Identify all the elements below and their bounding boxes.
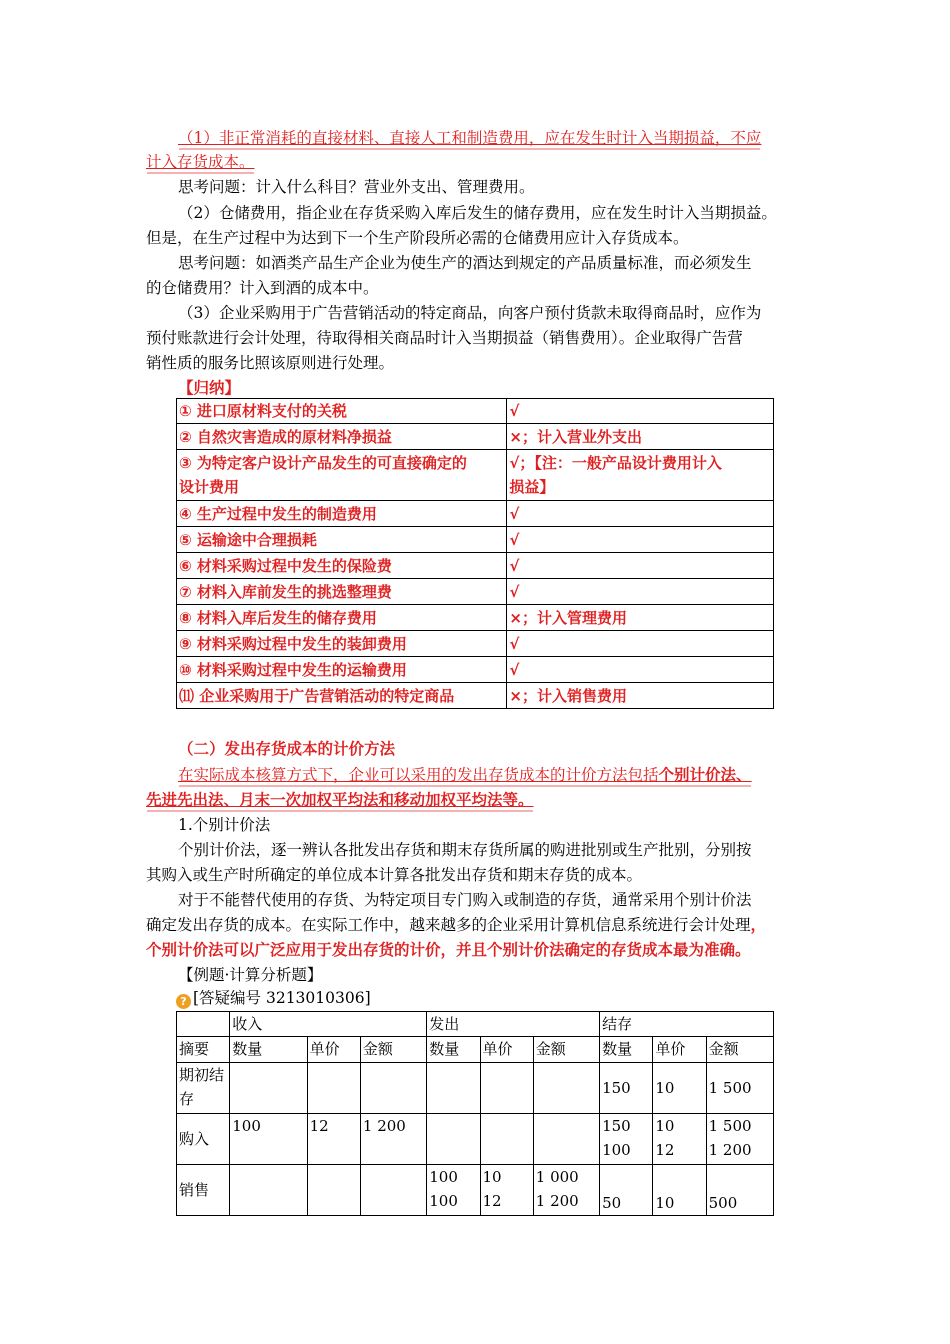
table-cell bbox=[360, 1165, 426, 1216]
table-cell: 1 200 bbox=[360, 1114, 426, 1165]
example-cell bbox=[177, 1012, 230, 1037]
method1-p1-line1: 个别计价法，逐一辨认各批发出存货和期末存货所属的购进批别或生产批别，分别按 bbox=[178, 841, 752, 859]
table-cell bbox=[533, 1114, 599, 1165]
summary-result: √ bbox=[507, 527, 774, 553]
summary-header: 摘要 bbox=[177, 1037, 230, 1063]
method1-p2-line3: 个别计价法可以广泛应用于发出存货的计价，并且个别计价法确定的存货成本最为准确。 bbox=[146, 941, 751, 959]
para2-line1: （2）仓储费用，指企业在存货采购入库后发生的储存费用，应在发生时计入当期损益。 bbox=[178, 204, 777, 222]
summary-item: ⑧ 材料入库后发生的储存费用 bbox=[177, 605, 507, 631]
summary-result bbox=[507, 450, 774, 501]
example-title: 【例题·计算分析题】 bbox=[178, 966, 323, 984]
subheader: 单价 bbox=[307, 1037, 360, 1063]
summary-item-line2: 设计费用 bbox=[179, 478, 240, 496]
para1-line1: （1）非正常消耗的直接材料、直接人工和制造费用，应在发生时计入当期损益，不应 bbox=[178, 129, 762, 147]
table-cell bbox=[307, 1063, 360, 1114]
table-cell bbox=[230, 1063, 307, 1114]
section2-intro-line2: 先进先出法、月末一次加权平均法和移动加权平均法等。 bbox=[146, 791, 534, 809]
section2-intro-normal: 在实际成本核算方式下，企业可以采用的发出存货成本的计价方法包括 bbox=[178, 766, 659, 784]
subheader: 数量 bbox=[427, 1037, 480, 1063]
summary-item: ① 进口原材料支付的关税 bbox=[177, 399, 507, 424]
summary-result: √ bbox=[507, 501, 774, 527]
qa-label: [答疑编号 3213010306] bbox=[193, 989, 371, 1007]
row-label: 购入 bbox=[177, 1114, 230, 1165]
table-cell: 150 100 bbox=[600, 1114, 653, 1165]
summary-row bbox=[177, 657, 774, 683]
table-cell bbox=[533, 1063, 599, 1114]
table-cell: 10 12 bbox=[480, 1165, 533, 1216]
subheader: 单价 bbox=[480, 1037, 533, 1063]
group-issue: 发出 bbox=[427, 1012, 600, 1037]
table-cell: 1 500 bbox=[706, 1063, 773, 1114]
summary-result: ×；计入管理费用 bbox=[507, 605, 774, 631]
method1-p2-line2-red: ， bbox=[750, 915, 767, 934]
summary-row bbox=[177, 399, 774, 424]
table-cell bbox=[427, 1063, 480, 1114]
section2-intro-line1 bbox=[178, 765, 752, 785]
think2-line1: 思考问题：如酒类产品生产企业为使生产的酒达到规定的产品质量标准，而必须发生 bbox=[178, 254, 752, 272]
table-cell bbox=[480, 1114, 533, 1165]
method1-p2-line2-normal: 确定发出存货的成本。在实际工作中，越来越多的企业采用计算机信息系统进行会计处理 bbox=[146, 916, 751, 934]
table-cell: 12 bbox=[307, 1114, 360, 1165]
method1-p2-line1: 对于不能替代使用的存货、为特定项目专门购入或制造的存货，通常采用个别计价法 bbox=[178, 891, 752, 909]
summary-row bbox=[177, 424, 774, 450]
method1-title: 1.个别计价法 bbox=[178, 816, 271, 834]
table-cell: 10 bbox=[653, 1165, 706, 1216]
table-cell bbox=[307, 1165, 360, 1216]
summary-title: 【归纳】 bbox=[178, 379, 241, 397]
subheader: 数量 bbox=[230, 1037, 307, 1063]
question-icon[interactable]: ? bbox=[176, 994, 191, 1009]
group-balance: 结存 bbox=[600, 1012, 774, 1037]
summary-item: ⑤ 运输途中合理损耗 bbox=[177, 527, 507, 553]
summary-result: √ bbox=[507, 579, 774, 605]
table-cell: 100 bbox=[230, 1114, 307, 1165]
example-table bbox=[176, 1011, 774, 1216]
summary-item: ⑨ 材料采购过程中发生的装卸费用 bbox=[177, 631, 507, 657]
table-row bbox=[177, 1114, 774, 1165]
para2-line2: 但是，在生产过程中为达到下一个生产阶段所必需的仓储费用应计入存货成本。 bbox=[146, 229, 689, 247]
para1-line2: 计入存货成本。 bbox=[146, 153, 255, 171]
subheader: 金额 bbox=[533, 1037, 599, 1063]
summary-result-line1: √；【注：一般产品设计费用计入 bbox=[509, 454, 722, 472]
subheader: 金额 bbox=[360, 1037, 426, 1063]
para3-line2: 预付账款进行会计处理，待取得相关商品时计入当期损益（销售费用）。企业取得广告营 bbox=[146, 329, 743, 347]
summary-row bbox=[177, 605, 774, 631]
example-sub-header bbox=[177, 1037, 774, 1063]
summary-result: √ bbox=[507, 399, 774, 424]
table-cell: 50 bbox=[600, 1165, 653, 1216]
table-cell bbox=[230, 1165, 307, 1216]
summary-row bbox=[177, 553, 774, 579]
qa-line bbox=[176, 988, 371, 1009]
summary-result: ×；计入营业外支出 bbox=[507, 424, 774, 450]
row-label-line2: 存 bbox=[179, 1090, 195, 1108]
table-cell bbox=[360, 1063, 426, 1114]
think2-line2: 的仓储费用？计入到酒的成本中。 bbox=[146, 279, 379, 297]
summary-result: √ bbox=[507, 553, 774, 579]
table-cell: 500 bbox=[706, 1165, 773, 1216]
table-cell: 10 bbox=[653, 1063, 706, 1114]
group-income: 收入 bbox=[230, 1012, 427, 1037]
summary-row bbox=[177, 450, 774, 501]
summary-item: ② 自然灾害造成的原材料净损益 bbox=[177, 424, 507, 450]
summary-row bbox=[177, 579, 774, 605]
summary-table bbox=[176, 398, 774, 709]
subheader: 金额 bbox=[706, 1037, 773, 1063]
table-cell: 10 12 bbox=[653, 1114, 706, 1165]
summary-row bbox=[177, 501, 774, 527]
method1-p1-line2: 其购入或生产时所确定的单位成本计算各批发出存货和期末存货的成本。 bbox=[146, 866, 643, 884]
summary-row bbox=[177, 683, 774, 709]
row-label: 销售 bbox=[177, 1165, 230, 1216]
table-cell bbox=[427, 1114, 480, 1165]
para3-line1: （3）企业采购用于广告营销活动的特定商品，向客户预付货款未取得商品时，应作为 bbox=[178, 304, 762, 322]
summary-row bbox=[177, 527, 774, 553]
section2-title: （二）发出存货成本的计价方法 bbox=[178, 740, 396, 758]
summary-row bbox=[177, 631, 774, 657]
summary-item: ⑦ 材料入库前发生的挑选整理费 bbox=[177, 579, 507, 605]
summary-result-line2: 损益】 bbox=[509, 478, 555, 496]
row-label bbox=[177, 1063, 230, 1114]
summary-item: ⑾ 企业采购用于广告营销活动的特定商品 bbox=[177, 683, 507, 709]
subheader: 单价 bbox=[653, 1037, 706, 1063]
subheader: 数量 bbox=[600, 1037, 653, 1063]
table-cell: 100 100 bbox=[427, 1165, 480, 1216]
summary-result: √ bbox=[507, 631, 774, 657]
table-row bbox=[177, 1063, 774, 1114]
table-cell: 150 bbox=[600, 1063, 653, 1114]
summary-item: ⑥ 材料采购过程中发生的保险费 bbox=[177, 553, 507, 579]
summary-item bbox=[177, 450, 507, 501]
table-cell bbox=[480, 1063, 533, 1114]
section2-intro-bold: 个别计价法、 bbox=[658, 766, 752, 784]
summary-item: ⑩ 材料采购过程中发生的运输费用 bbox=[177, 657, 507, 683]
table-cell: 1 500 1 200 bbox=[706, 1114, 773, 1165]
summary-item-line1: ③ 为特定客户设计产品发生的可直接确定的 bbox=[179, 454, 467, 472]
summary-item: ④ 生产过程中发生的制造费用 bbox=[177, 501, 507, 527]
summary-result: √ bbox=[507, 657, 774, 683]
para3-line3: 销性质的服务比照该原则进行处理。 bbox=[146, 354, 395, 372]
table-cell: 1 000 1 200 bbox=[533, 1165, 599, 1216]
table-row bbox=[177, 1165, 774, 1216]
row-label-line1: 期初结 bbox=[179, 1066, 225, 1084]
think1: 思考问题：计入什么科目？营业外支出、管理费用。 bbox=[178, 178, 535, 196]
method1-p2-line2 bbox=[146, 915, 766, 935]
example-group-header bbox=[177, 1012, 774, 1037]
summary-result: ×；计入销售费用 bbox=[507, 683, 774, 709]
